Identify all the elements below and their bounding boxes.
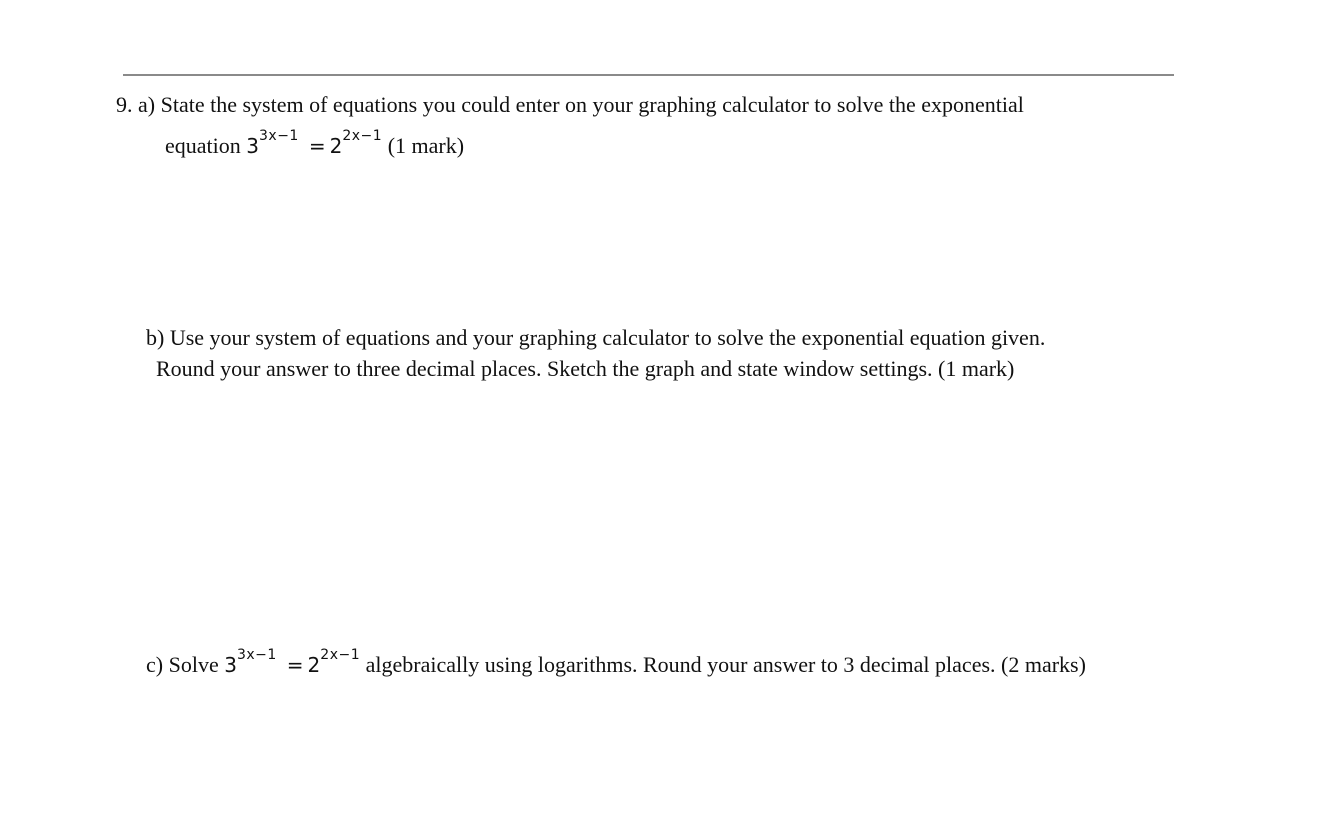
equation-c-exponent-left: 3x−1	[236, 647, 277, 663]
part-b-line-1: b) Use your system of equations and your graphing calculator to solve the exponential equation given.	[146, 325, 1046, 350]
equation-a	[246, 128, 383, 158]
part-a-line-1	[116, 92, 1024, 118]
part-c-suffix: algebraically using logarithms. Round your answer to 3 decimal places. (2 marks)	[360, 652, 1086, 677]
part-c-prefix: c) Solve	[146, 652, 225, 677]
part-a-line-2	[165, 128, 465, 162]
equation-exponent-left: 3x−1	[259, 128, 299, 144]
equation-c-equals: =	[286, 653, 304, 677]
part-a-text: a) State the system of equations you could enter on your graphing calculator to solve the exponential	[138, 92, 1024, 117]
top-divider	[123, 74, 1174, 76]
part-c-line	[146, 647, 1086, 681]
question-number: 9.	[116, 92, 133, 117]
equation-base-right: 2	[329, 134, 343, 158]
part-a-prefix: equation	[165, 133, 247, 158]
equation-c	[224, 647, 361, 677]
equation-c-exponent-right: 2x−1	[320, 647, 361, 663]
equation-base-left: 3	[246, 134, 259, 158]
equation-exponent-right: 2x−1	[342, 128, 383, 144]
equation-equals: =	[308, 134, 326, 158]
equation-c-base-left: 3	[224, 653, 237, 677]
part-a-suffix: (1 mark)	[382, 133, 465, 158]
part-b-line-2: Round your answer to three decimal places. Sketch the graph and state window settings. (1 mark)	[156, 356, 1015, 381]
equation-c-base-right: 2	[307, 653, 321, 677]
